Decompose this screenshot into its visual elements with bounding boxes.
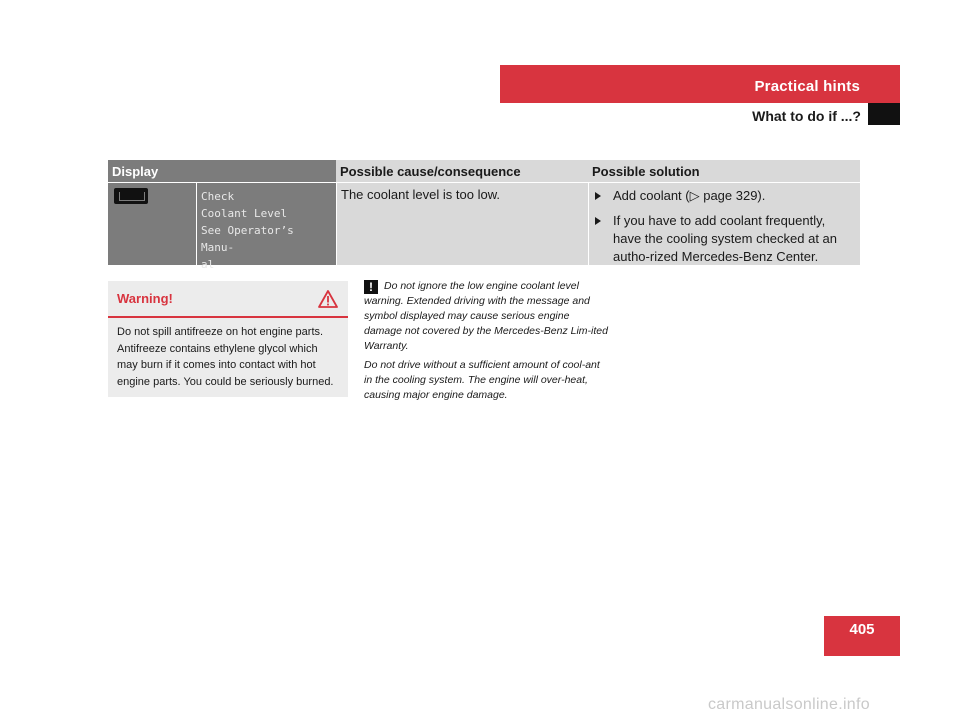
- header-tab-marker: [868, 103, 900, 125]
- warning-header: [108, 281, 348, 318]
- cause-cell: [337, 183, 588, 265]
- solution-item: [593, 212, 852, 266]
- warning-box: [108, 281, 348, 397]
- display-icon-cell: [108, 183, 196, 265]
- solution-text: If you have to add coolant frequently, have the cooling system checked at an autho-rized Mercedes-Benz Center.: [613, 213, 838, 264]
- section-title: Practical hints: [754, 78, 860, 95]
- table-row: [108, 183, 860, 271]
- solution-item: [593, 187, 852, 205]
- subsection-title: What to do if ...?: [752, 108, 861, 124]
- exclamation-icon: !: [364, 280, 378, 294]
- display-message: Check Coolant Level See Operator’s Manu- al: [201, 190, 294, 271]
- column-header-cause: Possible cause/consequence: [340, 164, 521, 179]
- cause-text: The coolant level is too low.: [341, 187, 500, 202]
- bullet-arrow-icon: [595, 192, 601, 200]
- notice-text: Do not ignore the low engine coolant level warning. Extended driving with the message and symbol displayed may cause serious engine damage not covered by the Mercedes-Benz Lim-ited Warranty.: [364, 280, 608, 352]
- watermark: carmanualsonline.info: [708, 696, 870, 713]
- section-header: [500, 65, 900, 103]
- notice-box: [364, 279, 610, 403]
- notice-paragraph: [364, 279, 610, 354]
- warning-triangle-icon: [318, 290, 338, 308]
- page-number: 405: [824, 616, 900, 656]
- coolant-level-icon: [114, 188, 148, 204]
- column-header-solution: Possible solution: [592, 164, 700, 179]
- solution-cell: [589, 183, 860, 265]
- warning-text: Do not spill antifreeze on hot engine parts. Antifreeze contains ethylene glycol which may burn if it comes into contact with hot engine parts. You could be seriously burned.: [117, 326, 334, 388]
- column-header-message: [196, 160, 336, 182]
- notice-paragraph: Do not drive without a sufficient amount of cool-ant in the cooling system. The engine will over-heat, causing major engine damage.: [364, 359, 600, 401]
- display-message-cell: [197, 183, 336, 271]
- warning-title: Warning!: [117, 291, 173, 306]
- troubleshooting-table: [108, 160, 860, 271]
- solution-text: Add coolant (▷ page 329).: [613, 188, 766, 203]
- bullet-arrow-icon: [595, 217, 601, 225]
- table-header-row: [108, 160, 860, 182]
- column-header-display: Display: [108, 160, 196, 182]
